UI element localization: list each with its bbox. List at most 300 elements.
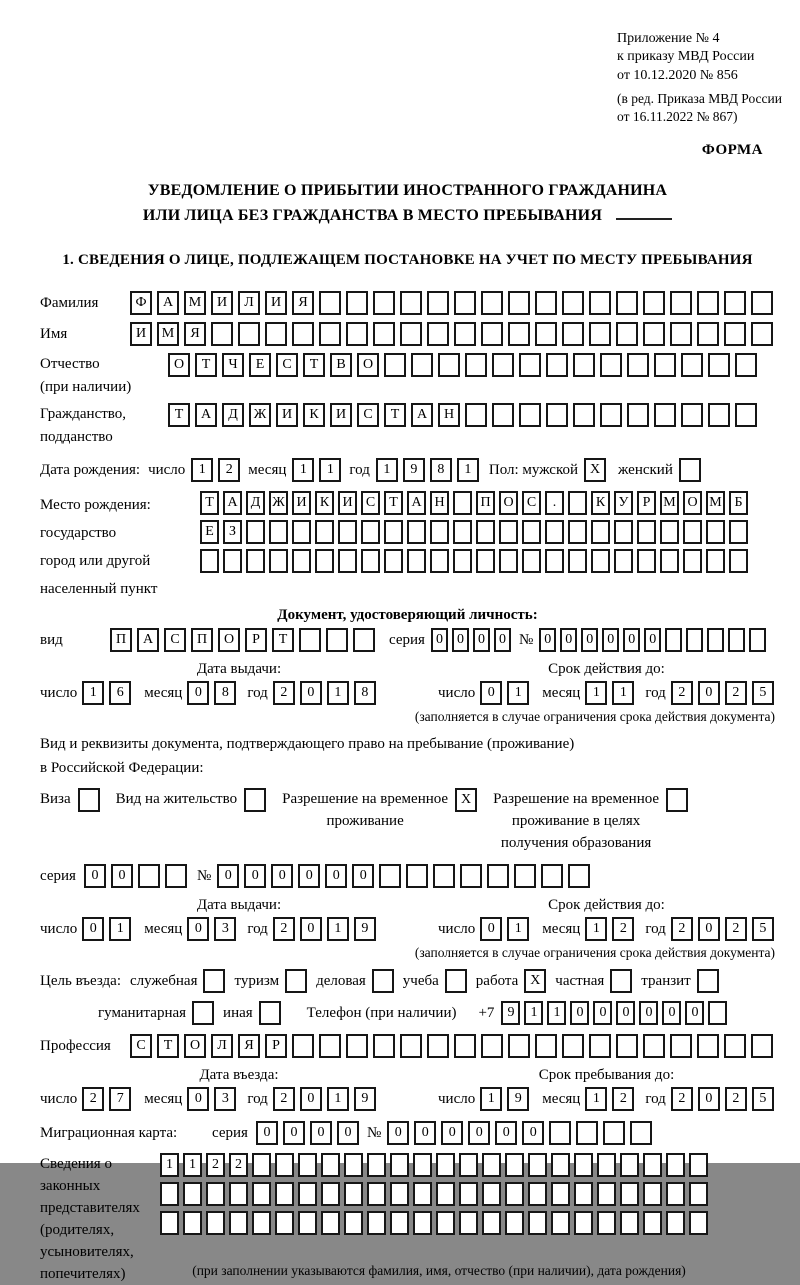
char-cell — [670, 322, 692, 346]
purpose-study-checkbox — [445, 969, 467, 993]
char-cell: 1 — [292, 458, 314, 482]
char-cell: 0 — [698, 681, 720, 705]
residence-limit-note: (заполняется в случае ограничения срока действия документа) — [414, 944, 775, 960]
char-cell — [683, 549, 702, 573]
entry-month-cells — [187, 1087, 236, 1111]
char-cell — [708, 353, 730, 377]
citizenship-row — [40, 403, 775, 449]
char-cell — [654, 403, 676, 427]
char-cell — [481, 322, 503, 346]
purpose-option-work — [476, 969, 547, 993]
char-cell — [666, 1182, 685, 1206]
char-cell — [597, 1153, 616, 1177]
char-cell — [574, 1182, 593, 1206]
char-cell: О — [357, 353, 379, 377]
char-cell — [522, 520, 541, 544]
char-cell — [453, 491, 472, 515]
char-cell — [551, 1182, 570, 1206]
char-cell — [643, 1182, 662, 1206]
char-cell — [614, 549, 633, 573]
char-cell: О — [218, 628, 240, 652]
title-blank-line — [616, 203, 672, 220]
char-cell: С — [276, 353, 298, 377]
char-cell: 0 — [187, 917, 209, 941]
patronymic-label-line1: Отчество — [40, 356, 100, 373]
char-cell: Н — [430, 491, 449, 515]
char-cell: К — [315, 491, 334, 515]
char-cell — [367, 1153, 386, 1177]
char-cell: 1 — [547, 1001, 566, 1025]
char-cell — [203, 969, 225, 993]
until-month-cells — [585, 681, 634, 705]
char-cell — [616, 1034, 638, 1058]
char-cell: 1 — [327, 681, 349, 705]
char-cell — [229, 1211, 248, 1235]
issue-day-cells — [82, 681, 131, 705]
char-cell — [681, 403, 703, 427]
form-title-line2-text: ИЛИ ЛИЦА БЕЗ ГРАЖДАНСТВА В МЕСТО ПРЕБЫВАНИЯ — [142, 207, 603, 225]
residence-issue-month-cells — [187, 917, 236, 941]
char-cell — [697, 291, 719, 315]
char-cell — [427, 291, 449, 315]
temp-residence-checkbox — [455, 788, 477, 812]
representatives-label-line2: законных — [40, 1178, 101, 1195]
char-cell: Д — [246, 491, 265, 515]
birth-year-label: год — [349, 462, 370, 479]
char-cell — [298, 1182, 317, 1206]
citizenship-cells — [168, 403, 757, 427]
char-cell: Е — [200, 520, 219, 544]
char-cell: О — [499, 491, 518, 515]
char-cell: И — [292, 491, 311, 515]
char-cell — [562, 291, 584, 315]
stay-month-cells — [585, 1087, 634, 1111]
char-cell — [508, 322, 530, 346]
char-cell — [546, 403, 568, 427]
doc-number-cells — [539, 628, 766, 652]
char-cell: Т — [272, 628, 294, 652]
purpose-row2 — [40, 1001, 775, 1025]
until-year-cells — [671, 681, 774, 705]
char-cell — [407, 549, 426, 573]
char-cell — [454, 291, 476, 315]
char-cell — [528, 1211, 547, 1235]
purpose-option-tourism — [234, 969, 307, 993]
char-cell — [321, 1211, 340, 1235]
char-cell: 2 — [671, 681, 693, 705]
citizenship-label-line1: Гражданство, — [40, 406, 127, 423]
char-cell — [400, 1034, 422, 1058]
char-cell — [562, 1034, 584, 1058]
char-cell — [724, 291, 746, 315]
char-cell: 8 — [430, 458, 452, 482]
surname-cells — [130, 291, 773, 315]
char-cell — [453, 549, 472, 573]
representatives-row1-cells — [160, 1153, 708, 1177]
visa-label: Виза — [40, 790, 71, 807]
char-cell — [390, 1211, 409, 1235]
char-cell: С — [522, 491, 541, 515]
surname-row — [40, 291, 775, 315]
char-cell — [735, 403, 757, 427]
char-cell: 0 — [698, 917, 720, 941]
char-cell — [390, 1182, 409, 1206]
char-cell — [654, 353, 676, 377]
char-cell — [436, 1211, 455, 1235]
birthdate-label: Дата рождения: — [40, 462, 141, 479]
char-cell — [407, 520, 426, 544]
char-cell — [326, 628, 348, 652]
char-cell: 0 — [468, 1121, 490, 1145]
purpose-other-label: иная — [223, 1005, 253, 1022]
birth-day-label: число — [148, 462, 186, 479]
char-cell — [361, 520, 380, 544]
char-cell — [319, 1034, 341, 1058]
doc-type-cells — [110, 628, 375, 652]
issue-year-label: год — [247, 685, 268, 702]
char-cell: 8 — [214, 681, 236, 705]
char-cell — [338, 520, 357, 544]
char-cell: Ж — [249, 403, 271, 427]
char-cell — [528, 1153, 547, 1177]
char-cell: 0 — [352, 864, 374, 888]
char-cell: 0 — [480, 917, 502, 941]
entry-year-label: год — [247, 1091, 268, 1108]
purpose-business-label: деловая — [316, 973, 366, 990]
char-cell: 0 — [300, 681, 322, 705]
identity-issue-title: Дата выдачи: — [196, 661, 282, 678]
char-cell: 1 — [585, 917, 607, 941]
char-cell: 1 — [612, 681, 634, 705]
migration-card-label: Миграционная карта: — [40, 1125, 178, 1142]
char-cell — [460, 864, 482, 888]
char-cell — [413, 1153, 432, 1177]
char-cell — [252, 1211, 271, 1235]
char-cell: 1 — [319, 458, 341, 482]
char-cell: О — [683, 491, 702, 515]
char-cell: 1 — [327, 917, 349, 941]
purpose-option-humanitarian — [98, 1001, 214, 1025]
char-cell: П — [476, 491, 495, 515]
birthplace-row1-cells — [200, 491, 748, 515]
char-cell: 0 — [480, 681, 502, 705]
char-cell: 5 — [752, 681, 774, 705]
char-cell: 2 — [612, 917, 634, 941]
representatives-rows — [160, 1153, 708, 1235]
char-cell: 0 — [616, 1001, 635, 1025]
residence-permit-label: Вид на жительство — [115, 790, 238, 807]
char-cell — [223, 549, 242, 573]
char-cell — [200, 549, 219, 573]
phone-prefix: +7 — [478, 1005, 495, 1022]
char-cell: С — [164, 628, 186, 652]
char-cell: 0 — [217, 864, 239, 888]
char-cell: 3 — [214, 1087, 236, 1111]
char-cell — [637, 520, 656, 544]
char-cell: 9 — [507, 1087, 529, 1111]
entry-year-cells — [273, 1087, 376, 1111]
char-cell: 2 — [273, 917, 295, 941]
char-cell — [697, 322, 719, 346]
char-cell — [454, 322, 476, 346]
char-cell — [138, 864, 160, 888]
patronymic-row — [40, 353, 775, 399]
char-cell — [454, 1034, 476, 1058]
until-day-cells — [480, 681, 529, 705]
annex-line-2: к приказу МВД России — [617, 49, 755, 65]
char-cell: 1 — [327, 1087, 349, 1111]
phone-label: Телефон (при наличии) — [306, 1005, 457, 1022]
identity-until-group — [438, 661, 775, 705]
char-cell — [643, 1211, 662, 1235]
purpose-label: Цель въезда: — [40, 973, 121, 990]
char-cell: Т — [384, 491, 403, 515]
residence-series-label: серия — [40, 867, 76, 884]
char-cell: Т — [157, 1034, 179, 1058]
char-cell: X — [524, 969, 546, 993]
identity-until-title: Срок действия до: — [548, 661, 665, 678]
residence-until-day-label: число — [438, 920, 476, 937]
char-cell — [749, 628, 766, 652]
char-cell — [298, 1211, 317, 1235]
char-cell — [591, 520, 610, 544]
char-cell: М — [157, 322, 179, 346]
char-cell — [353, 628, 375, 652]
char-cell — [627, 353, 649, 377]
stay-month-label: месяц — [542, 1091, 581, 1108]
char-cell — [252, 1153, 271, 1177]
char-cell: И — [338, 491, 357, 515]
residence-issue-month-label: месяц — [144, 920, 183, 937]
identity-doc-dates — [40, 661, 775, 705]
char-cell — [729, 549, 748, 573]
char-cell — [361, 549, 380, 573]
representatives-label — [40, 1153, 160, 1285]
char-cell — [275, 1211, 294, 1235]
form-title-line2 — [40, 203, 775, 228]
doc-series-cells — [431, 628, 511, 652]
birthdate-row — [40, 458, 775, 482]
char-cell — [545, 549, 564, 573]
entry-day-cells — [82, 1087, 131, 1111]
purpose-official-checkbox — [203, 969, 225, 993]
char-cell: С — [361, 491, 380, 515]
char-cell — [481, 1034, 503, 1058]
char-cell: 0 — [244, 864, 266, 888]
residence-until-year-label: год — [645, 920, 666, 937]
char-cell: 0 — [623, 628, 640, 652]
char-cell — [499, 549, 518, 573]
char-cell — [568, 491, 587, 515]
given-name-row — [40, 322, 775, 346]
char-cell: 1 — [457, 458, 479, 482]
temp-residence-option — [282, 788, 477, 832]
char-cell: 9 — [354, 917, 376, 941]
char-cell — [519, 353, 541, 377]
char-cell — [600, 353, 622, 377]
char-cell: . — [545, 491, 564, 515]
char-cell — [519, 403, 541, 427]
purpose-official-label: служебная — [129, 973, 198, 990]
char-cell: 2 — [218, 458, 240, 482]
char-cell: 0 — [522, 1121, 544, 1145]
purpose-option-private — [555, 969, 632, 993]
char-cell — [459, 1211, 478, 1235]
char-cell — [292, 549, 311, 573]
char-cell: 8 — [354, 681, 376, 705]
purpose-tourism-label: туризм — [234, 973, 280, 990]
char-cell: С — [130, 1034, 152, 1058]
sex-male-checkbox — [584, 458, 606, 482]
residence-until-month-label: месяц — [542, 920, 581, 937]
section1-heading: 1. СВЕДЕНИЯ О ЛИЦЕ, ПОДЛЕЖАЩЕМ ПОСТАНОВКЕ НА УЧЕТ ПО МЕСТУ ПРЕБЫВАНИЯ — [62, 252, 753, 269]
char-cell — [616, 291, 638, 315]
char-cell — [321, 1153, 340, 1177]
profession-cells — [130, 1034, 773, 1058]
char-cell — [551, 1153, 570, 1177]
surname-label: Фамилия — [40, 295, 99, 312]
representatives-block — [40, 1153, 775, 1285]
char-cell — [574, 1153, 593, 1177]
stay-day-label: число — [438, 1091, 476, 1108]
char-cell: А — [407, 491, 426, 515]
given-name-label: Имя — [40, 326, 68, 343]
char-cell: Я — [238, 1034, 260, 1058]
char-cell — [751, 322, 773, 346]
char-cell: А — [411, 403, 433, 427]
char-cell — [620, 1211, 639, 1235]
patronymic-label — [40, 353, 168, 399]
issue-month-label: месяц — [144, 685, 183, 702]
birthplace-rows — [200, 491, 748, 573]
char-cell: 0 — [337, 1121, 359, 1145]
char-cell: Ч — [222, 353, 244, 377]
char-cell: М — [184, 291, 206, 315]
char-cell: 2 — [273, 681, 295, 705]
char-cell: Я — [184, 322, 206, 346]
char-cell — [697, 1034, 719, 1058]
char-cell — [373, 291, 395, 315]
char-cell — [706, 520, 725, 544]
char-cell: Р — [637, 491, 656, 515]
citizenship-label — [40, 403, 168, 449]
char-cell — [679, 458, 701, 482]
char-cell — [697, 969, 719, 993]
char-cell: 2 — [206, 1153, 225, 1177]
char-cell — [206, 1211, 225, 1235]
char-cell — [321, 1182, 340, 1206]
representatives-label-line5: усыновителях, — [40, 1244, 134, 1261]
char-cell — [413, 1211, 432, 1235]
given-name-cells — [130, 322, 773, 346]
char-cell: Т — [200, 491, 219, 515]
char-cell — [568, 864, 590, 888]
residence-permit-option — [116, 788, 266, 812]
char-cell: Т — [303, 353, 325, 377]
char-cell — [265, 322, 287, 346]
char-cell — [707, 628, 724, 652]
char-cell: 1 — [109, 917, 131, 941]
residence-issue-title: Дата выдачи: — [196, 896, 282, 913]
char-cell — [459, 1182, 478, 1206]
patronymic-label-line2: (при наличии) — [40, 379, 132, 396]
char-cell: И — [211, 291, 233, 315]
representatives-row3-cells — [160, 1211, 708, 1235]
char-cell — [574, 1211, 593, 1235]
char-cell: 0 — [685, 1001, 704, 1025]
char-cell — [535, 291, 557, 315]
char-cell — [459, 1153, 478, 1177]
char-cell: 7 — [109, 1087, 131, 1111]
char-cell: И — [130, 322, 152, 346]
char-cell — [275, 1182, 294, 1206]
entry-date-title: Дата въезда: — [199, 1067, 279, 1084]
char-cell — [689, 1153, 708, 1177]
char-cell — [367, 1211, 386, 1235]
form-title-line1: УВЕДОМЛЕНИЕ О ПРИБЫТИИ ИНОСТРАННОГО ГРАЖДАНИНА — [147, 182, 668, 200]
char-cell — [505, 1182, 524, 1206]
char-cell — [315, 520, 334, 544]
residence-until-month-cells — [585, 917, 634, 941]
char-cell: О — [184, 1034, 206, 1058]
annex-line-3: от 10.12.2020 № 856 — [617, 67, 738, 83]
char-cell — [670, 1034, 692, 1058]
char-cell — [724, 322, 746, 346]
birthplace-label-line4: населенный пункт — [40, 581, 158, 598]
char-cell — [528, 1182, 547, 1206]
char-cell: 0 — [593, 1001, 612, 1025]
char-cell — [751, 291, 773, 315]
char-cell — [681, 353, 703, 377]
char-cell — [616, 322, 638, 346]
residence-issue-year-cells — [273, 917, 376, 941]
char-cell — [78, 788, 100, 812]
stay-year-cells — [671, 1087, 774, 1111]
char-cell — [589, 1034, 611, 1058]
char-cell — [643, 322, 665, 346]
representatives-row2-cells — [160, 1182, 708, 1206]
residence-number-label: № — [196, 867, 212, 884]
residence-series-cells — [84, 864, 187, 888]
issue-day-label: число — [40, 685, 78, 702]
char-cell: 0 — [387, 1121, 409, 1145]
migration-card-row — [40, 1121, 775, 1145]
char-cell: 1 — [585, 681, 607, 705]
char-cell: 3 — [214, 917, 236, 941]
residence-doc-series-row — [40, 864, 775, 888]
char-cell: 0 — [300, 917, 322, 941]
char-cell — [315, 549, 334, 573]
char-cell — [482, 1211, 501, 1235]
char-cell: Н — [438, 403, 460, 427]
char-cell: 0 — [560, 628, 577, 652]
char-cell — [390, 1153, 409, 1177]
char-cell — [433, 864, 455, 888]
annex-line-1: Приложение № 4 — [617, 31, 720, 46]
char-cell — [597, 1182, 616, 1206]
char-cell — [660, 549, 679, 573]
char-cell — [298, 1153, 317, 1177]
char-cell: 0 — [82, 917, 104, 941]
char-cell — [344, 1211, 363, 1235]
char-cell: 1 — [507, 917, 529, 941]
char-cell — [643, 291, 665, 315]
residence-until-title: Срок действия до: — [548, 896, 665, 913]
birthplace-block — [40, 491, 775, 603]
char-cell — [384, 549, 403, 573]
purpose-work-checkbox — [524, 969, 546, 993]
char-cell: 2 — [82, 1087, 104, 1111]
